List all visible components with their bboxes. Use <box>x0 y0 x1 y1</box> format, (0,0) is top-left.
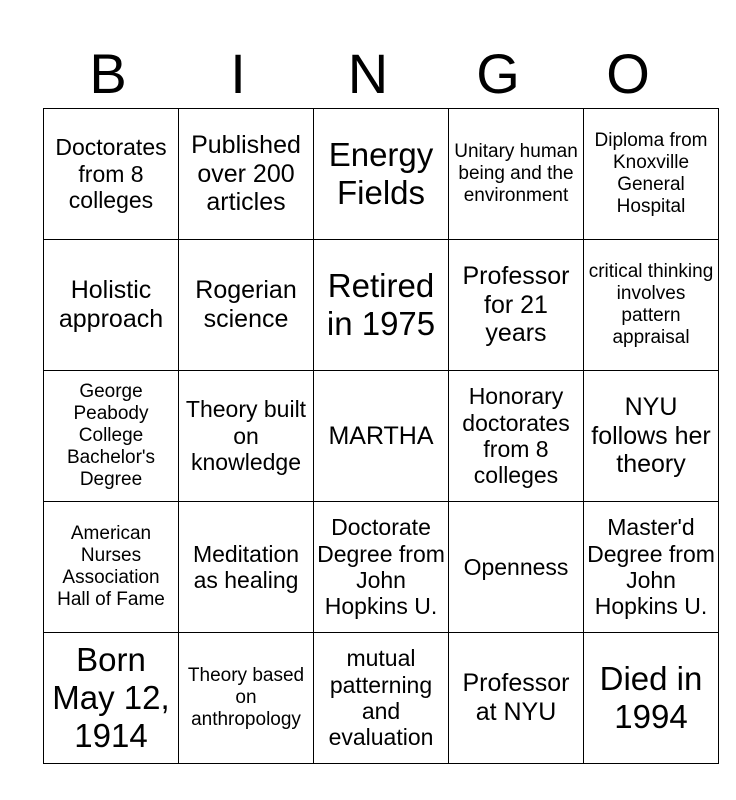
bingo-cell[interactable]: Retired in 1975 <box>314 240 449 371</box>
bingo-cell[interactable]: George Peabody College Bachelor's Degree <box>44 371 179 502</box>
board-row-4 <box>44 502 719 633</box>
bingo-cell[interactable]: Master'd Degree from John Hopkins U. <box>584 502 719 633</box>
header-letter-o: O <box>606 42 650 105</box>
bingo-cell[interactable]: Theory built on knowledge <box>179 371 314 502</box>
bingo-cell[interactable]: MARTHA <box>314 371 449 502</box>
header-letter-b: B <box>89 42 127 105</box>
bingo-cell[interactable]: Energy Fields <box>314 109 449 240</box>
bingo-cell[interactable]: Died in 1994 <box>584 633 719 764</box>
bingo-cell[interactable]: Openness <box>449 502 584 633</box>
bingo-header <box>43 40 693 108</box>
bingo-cell[interactable]: Meditation as healing <box>179 502 314 633</box>
bingo-cell[interactable]: Diploma from Knoxville General Hospital <box>584 109 719 240</box>
bingo-cell[interactable]: Professor for 21 years <box>449 240 584 371</box>
bingo-cell[interactable]: Honorary doctorates from 8 colleges <box>449 371 584 502</box>
bingo-cell[interactable]: Doctorates from 8 colleges <box>44 109 179 240</box>
header-letter-n: N <box>347 42 389 105</box>
bingo-cell[interactable]: mutual patterning and evaluation <box>314 633 449 764</box>
bingo-cell[interactable]: Doctorate Degree from John Hopkins U. <box>314 502 449 633</box>
board-row-5 <box>44 633 719 764</box>
bingo-cell[interactable]: Published over 200 articles <box>179 109 314 240</box>
bingo-cell[interactable]: Professor at NYU <box>449 633 584 764</box>
bingo-cell[interactable]: Born May 12, 1914 <box>44 633 179 764</box>
board-row-2 <box>44 240 719 371</box>
board-row-1 <box>44 109 719 240</box>
bingo-cell[interactable]: Rogerian science <box>179 240 314 371</box>
bingo-cell[interactable]: critical thinking involves pattern appraisal <box>584 240 719 371</box>
bingo-board <box>43 108 719 764</box>
header-letter-i: I <box>230 42 246 105</box>
bingo-cell[interactable]: Theory based on anthropology <box>179 633 314 764</box>
bingo-cell[interactable]: American Nurses Association Hall of Fame <box>44 502 179 633</box>
board-row-3 <box>44 371 719 502</box>
bingo-cell[interactable]: NYU follows her theory <box>584 371 719 502</box>
header-letter-g: G <box>476 42 520 105</box>
bingo-cell[interactable]: Holistic approach <box>44 240 179 371</box>
bingo-cell[interactable]: Unitary human being and the environment <box>449 109 584 240</box>
